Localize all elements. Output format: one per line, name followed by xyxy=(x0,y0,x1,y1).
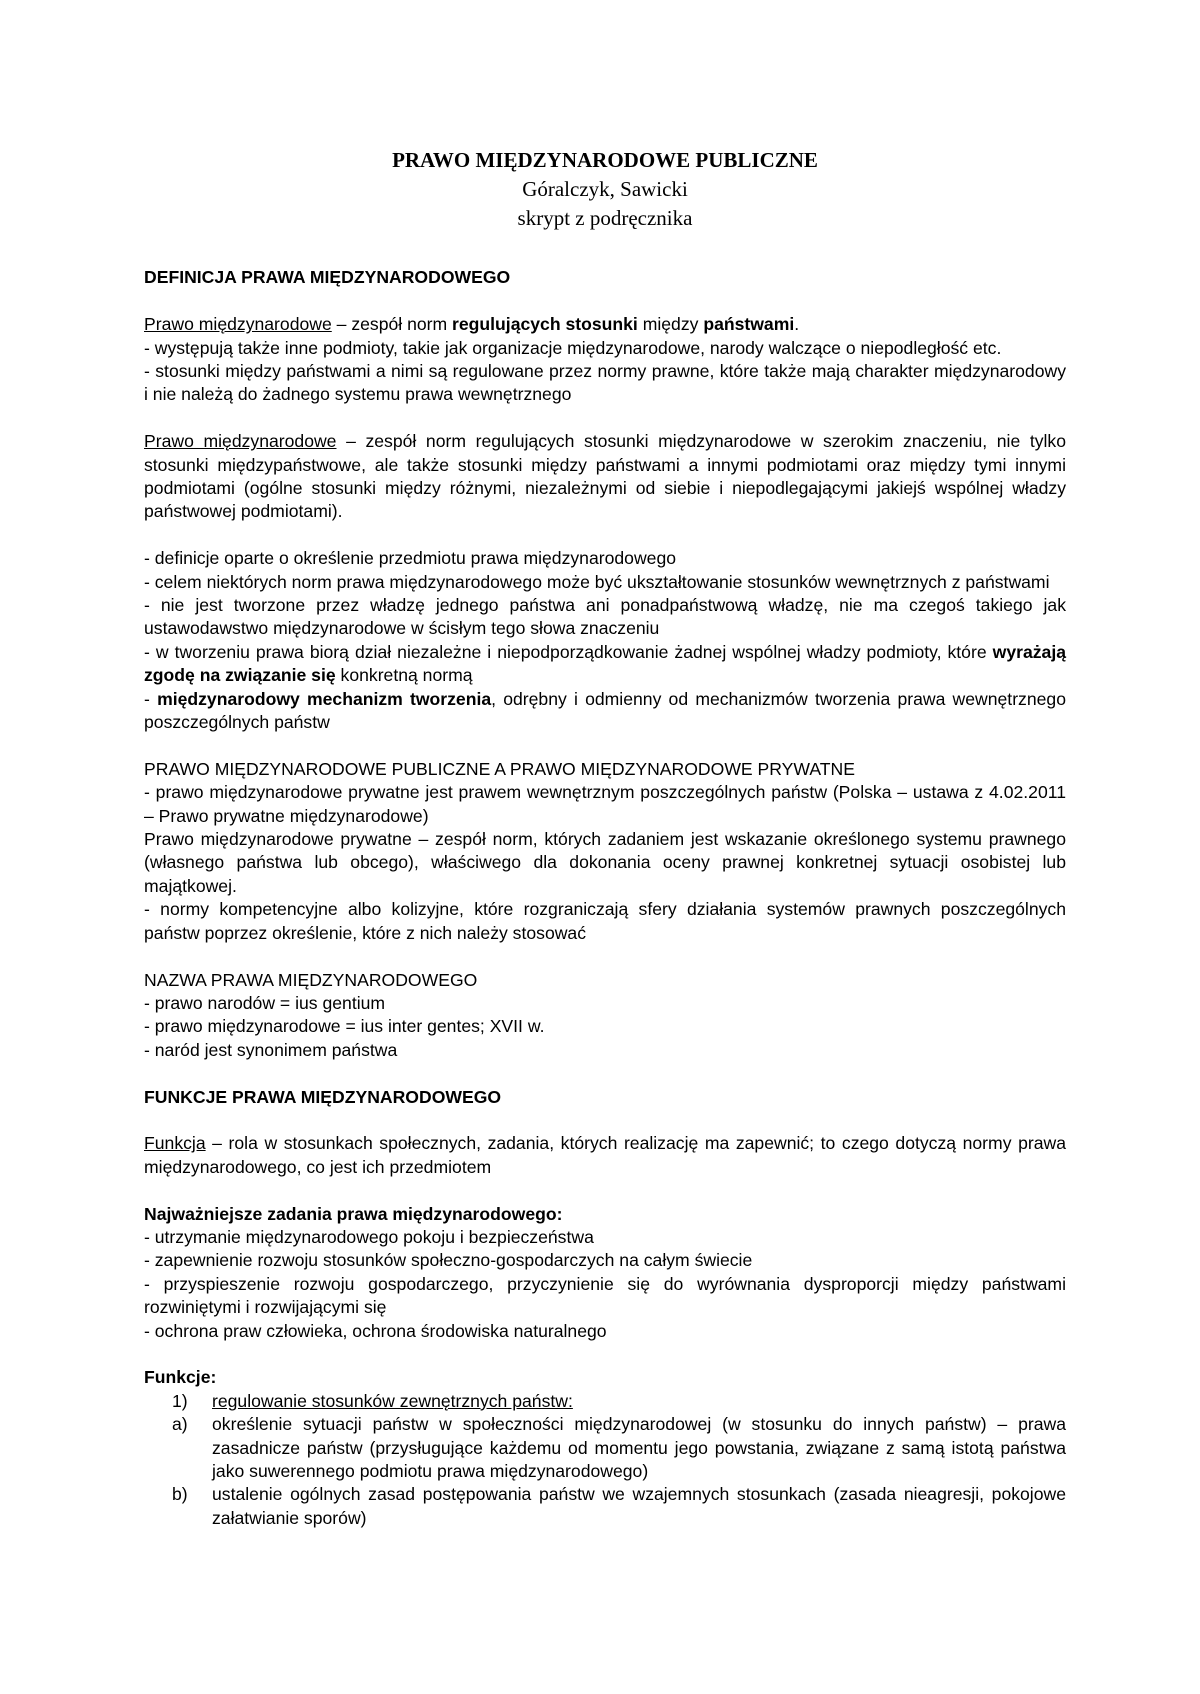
bold-run: państwami xyxy=(703,314,795,335)
task-line-3: - przyspieszenie rozwoju gospodarczego, przyczynienie się do wyrównania dysproporcji między państwami rozwiniętymi i rozwijającymi się xyxy=(144,1273,1066,1318)
list-marker: 1) xyxy=(172,1390,188,1411)
name-line-2: - prawo międzynarodowe = ius inter gentes; XVII w. xyxy=(144,1016,545,1037)
list-marker: b) xyxy=(172,1484,188,1505)
document-title: PRAWO MIĘDZYNARODOWE PUBLICZNE xyxy=(392,148,818,172)
text-run: konkretną normą xyxy=(335,665,473,686)
public-private-line-1: - prawo międzynarodowe prywatne jest prawem wewnętrznym poszczególnych państw (Polska – ustawa z 4.02.2011 – Prawo prywatne międzynarodowe) xyxy=(144,782,1066,826)
definition-line-2: - stosunki między państwami a nimi są regulowane przez normy prawne, które także mają charakter międzynarodowy i nie należą do żadnego systemu prawa wewnętrznego xyxy=(144,361,1066,405)
definition-bullet-5 xyxy=(144,688,1066,735)
definition-paragraph-2 xyxy=(144,430,1066,524)
list-text: określenie sytuacji państw w społeczności międzynarodowej (w stosunku do innych państw) – prawa zasadnicze państw (przysługujące każdemu od momentu jego powstania, związane z samą istotą państwa jako suwerennego podmiotu prawa międzynarodowego) xyxy=(212,1414,1066,1481)
function-item-1 xyxy=(144,1390,1066,1413)
task-line-4: - ochrona praw człowieka, ochrona środowiska naturalnego xyxy=(144,1320,607,1341)
term: Prawo międzynarodowe xyxy=(144,314,332,335)
text-run: . xyxy=(794,314,800,335)
section-heading-functions: FUNKCJE PRAWA MIĘDZYNARODOWEGO xyxy=(144,1086,502,1107)
list-text: ustalenie ogólnych zasad postępowania państw we wzajemnych stosunkach (zasada nieagresji, pokojowe załatwianie sporów) xyxy=(212,1484,1066,1528)
text-run: - w tworzeniu prawa biorą dział niezależne i niepodporządkowanie żadnej wspólnej władzy podmioty, które xyxy=(144,641,993,662)
bold-run: wyrażają zgodę na związanie się xyxy=(144,641,1066,686)
bold-run: regulujących stosunki xyxy=(452,314,638,335)
public-private-line-2: Prawo międzynarodowe prywatne – zespół norm, których zadaniem jest wskazanie określonego systemu prawnego (własnego państwa lub obcego), właściwego dla dokonania oceny prawnej konkretnej sytuacji osobistej lub majątkowej. xyxy=(144,829,1066,896)
document-header xyxy=(144,146,1066,233)
function-item-b xyxy=(144,1483,1066,1530)
text-run: między xyxy=(637,314,704,335)
functions-heading: Funkcje: xyxy=(144,1367,217,1388)
document-subtitle: skrypt z podręcznika xyxy=(517,206,693,230)
text-run: , odrębny i odmienny od mechanizmów tworzenia prawa wewnętrznego poszczególnych państw xyxy=(144,688,1066,733)
text-run: – zespół norm xyxy=(331,314,453,335)
text-run: - xyxy=(144,688,158,709)
text-run: – rola w stosunkach społecznych, zadania, których realizację ma zapewnić; to czego dotyczą normy prawa międzynarodowego, co jest ich przedmiotem xyxy=(144,1133,1066,1177)
document-authors: Góralczyk, Sawicki xyxy=(522,177,688,201)
bold-run: międzynarodowy mechanizm tworzenia xyxy=(157,688,492,709)
section-heading-definition: DEFINICJA PRAWA MIĘDZYNARODOWEGO xyxy=(144,267,511,288)
text-run: – zespół norm regulujących stosunki międzynarodowe w szerokim znaczeniu, nie tylko stosunki międzypaństwowe, ale także stosunki między państwami a innymi podmiotami oraz między tymi innymi podmiotami (ogólne stosunki między różnymi, niezależnymi od siebie i niepodlegającymi jakiejś wspólnej władzy państwowej podmiotami). xyxy=(144,431,1067,522)
task-line-1: - utrzymanie międzynarodowego pokoju i bezpieczeństwa xyxy=(144,1226,594,1247)
section-heading-public-private: PRAWO MIĘDZYNARODOWE PUBLICZNE A PRAWO MIĘDZYNARODOWE PRYWATNE xyxy=(144,758,855,779)
definition-bullet-3: - nie jest tworzone przez władzę jednego państwa ani ponadpaństwową władzę, nie ma czegoś takiego jak ustawodawstwo międzynarodowe w ścisłym tego słowa znaczeniu xyxy=(144,595,1066,639)
term: Funkcja xyxy=(144,1133,206,1154)
list-marker: a) xyxy=(172,1414,188,1435)
task-line-2: - zapewnienie rozwoju stosunków społeczno-gospodarczych na całym świecie xyxy=(144,1250,753,1271)
tasks-heading: Najważniejsze zadania prawa międzynarodowego: xyxy=(144,1203,563,1224)
section-heading-name: NAZWA PRAWA MIĘDZYNARODOWEGO xyxy=(144,969,478,990)
definition-bullet-1: - definicje oparte o określenie przedmiotu prawa międzynarodowego xyxy=(144,548,677,569)
definition-bullet-4 xyxy=(144,641,1066,688)
document-page xyxy=(144,146,1066,1530)
definition-bullet-2: - celem niektórych norm prawa międzynarodowego może być ukształtowanie stosunków wewnętrznych z państwami xyxy=(144,571,1050,592)
definition-paragraph-1 xyxy=(144,313,1066,336)
function-item-a xyxy=(144,1413,1066,1483)
term: Prawo międzynarodowe xyxy=(144,431,337,452)
name-line-1: - prawo narodów = ius gentium xyxy=(144,992,386,1013)
definition-line-1: - występują także inne podmioty, takie jak organizacje międzynarodowe, narody walczące o niepodległość etc. xyxy=(144,337,1002,358)
name-line-3: - naród jest synonimem państwa xyxy=(144,1039,398,1060)
public-private-line-3: - normy kompetencyjne albo kolizyjne, które rozgraniczają sfery działania systemów prawnych poszczególnych państw poprzez określenie, które z nich należy stosować xyxy=(144,899,1066,943)
function-definition xyxy=(144,1132,1066,1179)
list-text: regulowanie stosunków zewnętrznych państw: xyxy=(212,1390,573,1411)
